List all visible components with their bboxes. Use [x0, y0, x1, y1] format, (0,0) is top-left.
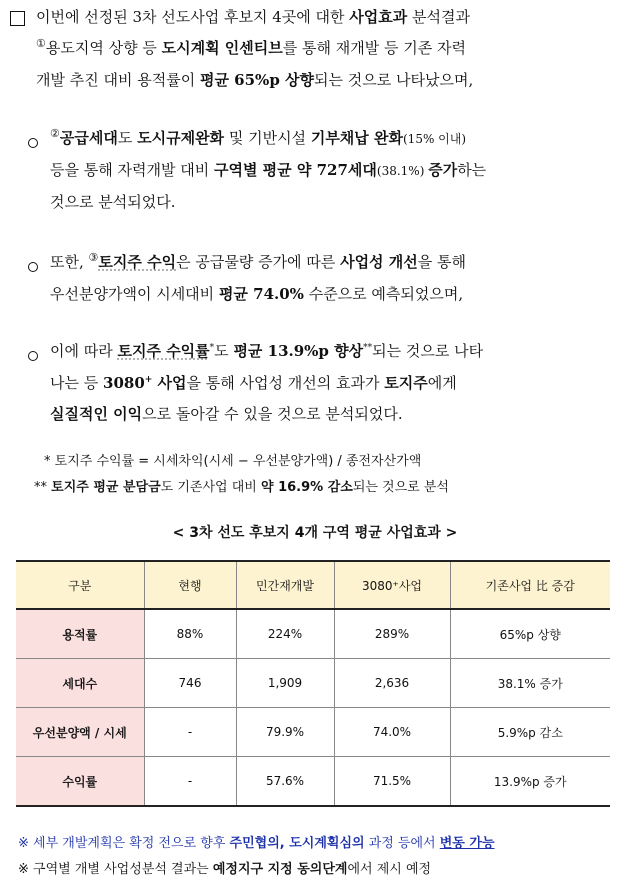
col-header: 3080⁺사업 — [334, 561, 450, 609]
p2-emph: 공급세대 — [59, 129, 118, 147]
footnote-1 — [18, 832, 495, 851]
p3-emph: 토지주 수익 — [98, 253, 177, 271]
footnote-emph: 예정지구 지정 동의단계 — [212, 862, 348, 877]
note-emph: 토지주 평균 분담금 — [51, 480, 161, 495]
row-label: 수익률 — [16, 757, 144, 807]
p2-emph: 구역별 평균 약 727세대 — [213, 161, 377, 179]
table-cell: 57.6% — [236, 757, 334, 807]
row-label: 용적률 — [16, 609, 144, 659]
p2-emph: 도시규제완화 — [137, 129, 225, 147]
table-cell: 38.1% 증가 — [450, 659, 610, 708]
table-cell: 88% — [144, 609, 236, 659]
table-row — [16, 708, 610, 757]
p1-line-3 — [36, 70, 473, 90]
p4-line-3 — [50, 404, 403, 424]
table-cell: - — [144, 708, 236, 757]
p1-emph: 사업효과 — [349, 8, 408, 26]
p4-emph: 토지주 — [384, 374, 428, 392]
row-label: 우선분양액 / 시세 — [16, 708, 144, 757]
table-row — [16, 609, 610, 659]
col-header: 현행 — [144, 561, 236, 609]
p4-emph: 3080 — [103, 374, 145, 392]
p2-line-2 — [50, 160, 486, 181]
p3-line-1 — [50, 252, 466, 272]
effects-table — [16, 560, 610, 807]
p3-text: 을 통해 — [417, 253, 467, 271]
p4-line-1 — [50, 341, 483, 361]
footnote-2 — [18, 858, 431, 877]
table-cell: 224% — [236, 609, 334, 659]
superscript-plus: + — [144, 375, 153, 385]
p4-text: 이에 따라 — [50, 342, 118, 360]
bullet-circle — [28, 351, 38, 361]
footnote-mark: * — [209, 343, 215, 353]
table-cell: 65%p 상향 — [450, 609, 610, 659]
p3-text: 우선분양가액이 시세대비 — [50, 285, 219, 303]
col-header: 구분 — [16, 561, 144, 609]
p4-text: 을 통해 사업성 개선의 효과가 — [186, 374, 385, 392]
p4-emph: 실질적인 이익 — [50, 405, 143, 423]
p2-text: 것으로 분석되었다. — [50, 193, 176, 211]
table-cell: 13.9%p 증가 — [450, 757, 610, 807]
p3-text: 수준으로 예측되었으며, — [303, 285, 464, 303]
p2-text: (38.1%) — [376, 164, 429, 178]
p2-text: 도 — [117, 129, 138, 147]
circled-number-1: ① — [36, 37, 46, 50]
p1-text: 개발 추진 대비 용적률이 — [36, 71, 200, 89]
note-text: 도 기존사업 대비 — [160, 480, 261, 495]
p4-text: 되는 것으로 나타 — [372, 342, 484, 360]
table-cell: 1,909 — [236, 659, 334, 708]
p1-line-1 — [36, 7, 470, 27]
table-cell: 5.9%p 감소 — [450, 708, 610, 757]
table-row — [16, 659, 610, 708]
footnote-text: 에서 제시 예정 — [347, 862, 432, 877]
table-cell: 71.5% — [334, 757, 450, 807]
note-2 — [34, 476, 449, 495]
p4-text: 도 — [214, 342, 234, 360]
row-label: 세대수 — [16, 659, 144, 708]
p1-text: 분석결과 — [407, 8, 470, 26]
note-emph: 약 16.9% 감소 — [260, 480, 353, 495]
p2-text: 등을 통해 자력개발 대비 — [50, 161, 214, 179]
table-cell: 2,636 — [334, 659, 450, 708]
p3-emph: 사업성 개선 — [340, 253, 418, 271]
circled-number-3: ③ — [88, 251, 99, 264]
p2-line-3 — [50, 192, 175, 212]
table-header-row — [16, 561, 610, 609]
p2-emph: 증가 — [428, 161, 458, 179]
footnote-mark: ** — [363, 343, 373, 353]
p3-emph: 평균 74.0% — [218, 285, 304, 303]
p1-text: 용도지역 상향 등 — [45, 39, 162, 57]
table-row — [16, 757, 610, 807]
p4-text: 으로 돌아갈 수 있을 것으로 분석되었다. — [142, 405, 403, 423]
col-header: 기존사업 比 증감 — [450, 561, 610, 609]
note-text: 되는 것으로 분석 — [352, 480, 449, 495]
p2-text: 및 기반시설 — [224, 129, 311, 147]
p1-line-2 — [36, 38, 466, 58]
note-mark: ** — [34, 480, 47, 495]
footnote-text: 구역별 개별 사업성분석 결과는 — [28, 862, 213, 877]
table-cell: 746 — [144, 659, 236, 708]
circled-number-2: ② — [50, 127, 60, 140]
p2-text: (15% 이내) — [403, 132, 467, 146]
p2-emph: 기부채납 완화 — [310, 129, 403, 147]
p1-text: 되는 것으로 나타났으며, — [314, 71, 474, 89]
footnote-emph: 변동 가능 — [439, 836, 495, 851]
p4-emph: 평균 13.9%p 향상 — [233, 342, 364, 360]
p4-text: 에게 — [427, 374, 457, 392]
reference-mark: ※ — [18, 862, 29, 877]
checkbox-marker — [10, 11, 25, 26]
p1-text: 를 통해 재개발 등 기존 자력 — [282, 39, 467, 57]
note-1: * 토지주 수익률 = 시세차익(시세 − 우선분양가액) / 종전자산가액 — [44, 454, 422, 469]
p4-text: 나는 등 — [50, 374, 104, 392]
p2-line-1 — [50, 128, 466, 149]
p4-emph: 토지주 수익률 — [117, 342, 210, 360]
p1-emph: 평균 65%p 상향 — [199, 71, 315, 89]
p3-text: 은 공급물량 증가에 따른 — [176, 253, 341, 271]
footnote-emph: 주민협의, 도시계획심의 — [229, 836, 365, 851]
p4-emph: 사업 — [152, 374, 187, 392]
col-header: 민간재개발 — [236, 561, 334, 609]
bullet-circle — [28, 262, 38, 272]
p2-text: 하는 — [457, 161, 487, 179]
p3-text: 또한, — [50, 253, 89, 271]
table-cell: 74.0% — [334, 708, 450, 757]
p3-line-2 — [50, 284, 463, 304]
p1-text: 이번에 선정된 3차 선도사업 후보지 4곳에 대한 — [36, 8, 350, 26]
bullet-circle — [28, 138, 38, 148]
footnote-text: 과정 등에서 — [364, 836, 440, 851]
reference-mark: ※ — [18, 836, 29, 851]
footnote-text: 세부 개발계획은 확정 전으로 향후 — [28, 836, 230, 851]
table-cell: - — [144, 757, 236, 807]
p4-line-2 — [50, 373, 457, 393]
p1-emph: 도시계획 인센티브 — [161, 39, 283, 57]
table-cell: 289% — [334, 609, 450, 659]
table-cell: 79.9% — [236, 708, 334, 757]
table-title: < 3차 선도 후보지 4개 구역 평균 사업효과 > — [172, 525, 458, 541]
